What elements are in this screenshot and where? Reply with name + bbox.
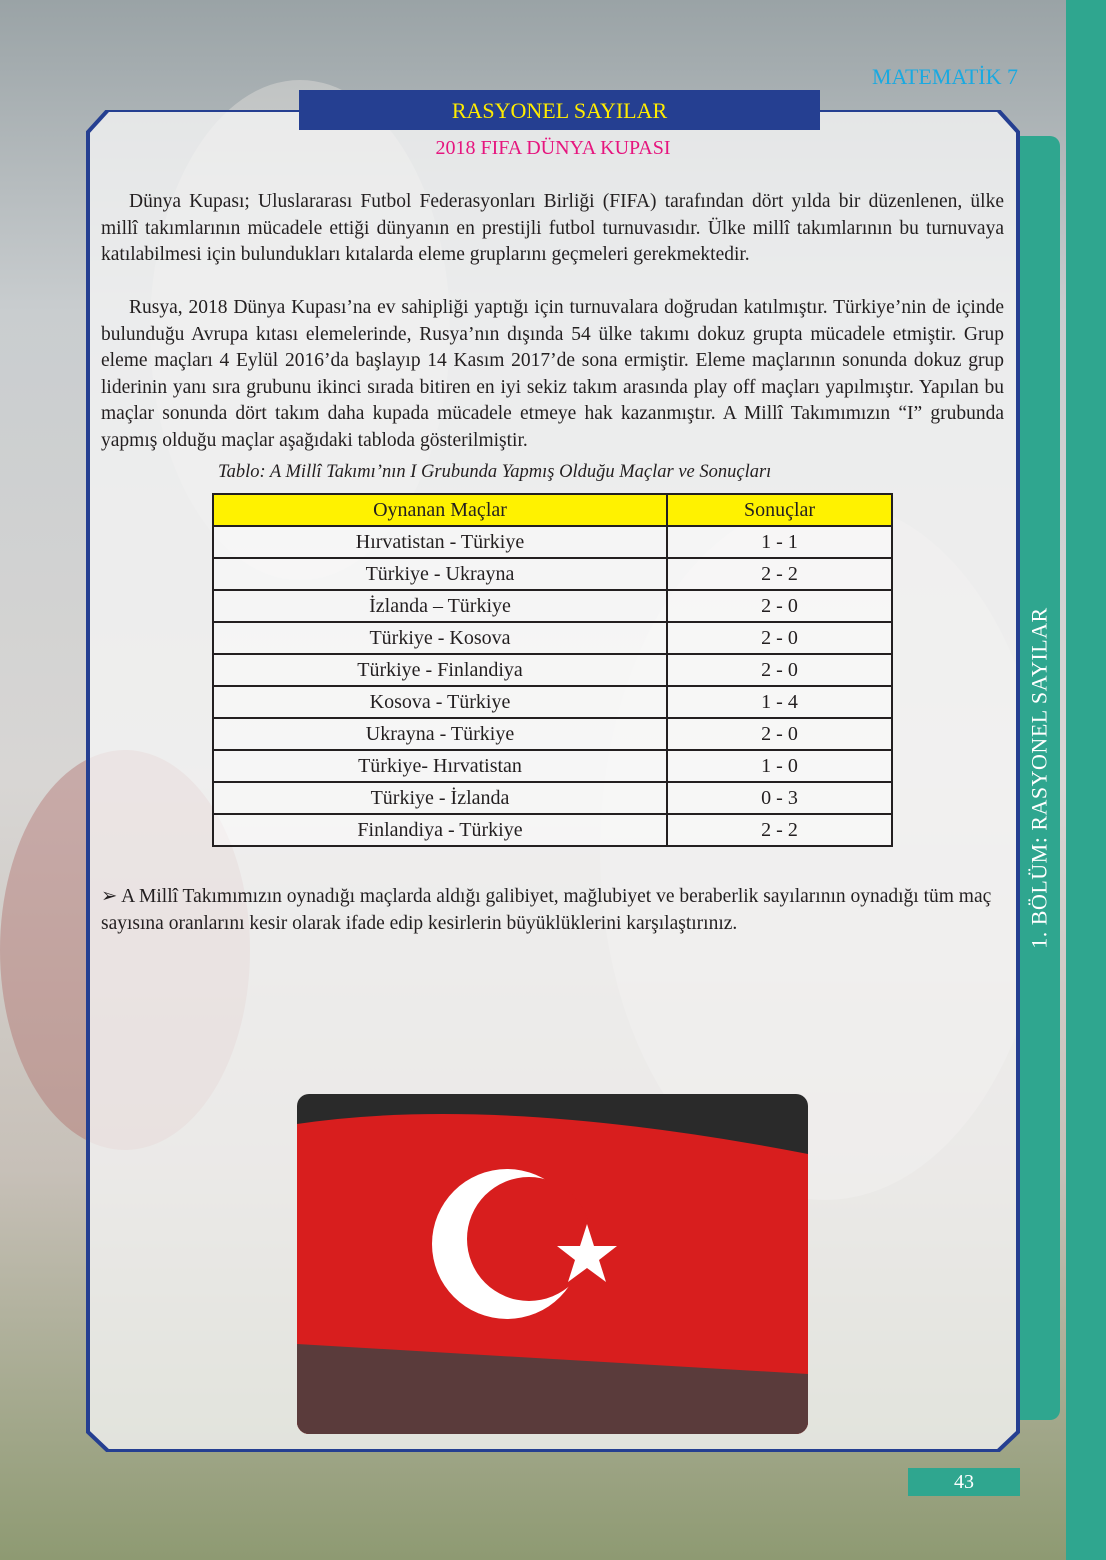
table-row [213, 686, 892, 718]
chapter-tab-label: 1. BÖLÜM: RASYONEL SAYILAR [1027, 607, 1052, 949]
table-caption: Tablo: A Millî Takımı’nın I Grubunda Yapmış Olduğu Maçlar ve Sonuçları [218, 462, 772, 482]
table-row [213, 558, 892, 590]
page-number: 43 [908, 1468, 1020, 1496]
side-strip [1066, 0, 1106, 1560]
header-matches: Oynanan Maçlar [213, 494, 667, 526]
result-cell: 1 - 4 [667, 686, 892, 718]
match-cell: Türkiye- Hırvatistan [213, 750, 667, 782]
result-cell: 1 - 0 [667, 750, 892, 782]
results-table [212, 493, 893, 847]
result-cell: 2 - 2 [667, 558, 892, 590]
table-row [213, 590, 892, 622]
subject-label: MATEMATİK 7 [871, 64, 1018, 89]
table-row [213, 750, 892, 782]
match-cell: Türkiye - Finlandiya [213, 654, 667, 686]
result-cell: 2 - 2 [667, 814, 892, 846]
result-cell: 0 - 3 [667, 782, 892, 814]
result-cell: 2 - 0 [667, 718, 892, 750]
match-cell: Türkiye - İzlanda [213, 782, 667, 814]
result-cell: 2 - 0 [667, 654, 892, 686]
paragraph: Dünya Kupası; Uluslararası Futbol Federasyonları Birliği (FIFA) tarafından dört yılda bir düzenlenen, ülke millî takımlarının mücadele ettiği dünyanın en prestijli futbol turnuvasıdır. Ülke millî takımlarının bu turnuvaya katılabilmesi için bulundukları kıtalarda eleme gruplarını geçmeleri gerekmektedir. [101, 191, 1004, 265]
match-cell: Ukrayna - Türkiye [213, 718, 667, 750]
result-cell: 2 - 0 [667, 590, 892, 622]
table-row [213, 718, 892, 750]
table-row [213, 622, 892, 654]
question: ➢ A Millî Takımımızın oynadığı maçlarda aldığı galibiyet, mağlubiyet ve beraberlik sayılarının oynadığı tüm maç sayısına oranlarını kesir olarak ifade edip kesirlerin büyüklüklerini karşılaştırınız. [101, 886, 992, 934]
table-row [213, 526, 892, 558]
match-cell: Türkiye - Kosova [213, 622, 667, 654]
table-row [213, 814, 892, 846]
section-title: RASYONEL SAYILAR [299, 90, 820, 130]
result-cell: 1 - 1 [667, 526, 892, 558]
match-cell: Finlandiya - Türkiye [213, 814, 667, 846]
header-results: Sonuçlar [667, 494, 892, 526]
match-cell: Kosova - Türkiye [213, 686, 667, 718]
result-cell: 2 - 0 [667, 622, 892, 654]
match-cell: İzlanda – Türkiye [213, 590, 667, 622]
table-row [213, 654, 892, 686]
table-row [213, 782, 892, 814]
turkish-flag-photo [297, 1094, 808, 1434]
match-cell: Türkiye - Ukrayna [213, 558, 667, 590]
paragraph: Rusya, 2018 Dünya Kupası’na ev sahipliği yaptığı için turnuvalara doğrudan katılmıştır. Türkiye’nin de içinde bulunduğu Avrupa kıtası elemelerinde, Rusya’nın dışında 54 ülke takımı dokuz grupta mücadele etmiştir. Grup eleme maçları 4 Eylül 2016’da başlayıp 14 Kasım 2017’de sona ermiştir. Eleme maçlarının sonunda dokuz grup liderinin yanı sıra grubunu ikinci sırada bitiren en iyi sekiz takım arasında play off maçları yapılmıştır. Yapılan bu maçlar sonunda dört takım daha kupada mücadele etmeye hak kazanmıştır. A Millî Takımımızın “I” grubunda yapmış olduğu maçlar aşağıdaki tabloda gösterilmiştir. [101, 297, 1004, 451]
match-cell: Hırvatistan - Türkiye [213, 526, 667, 558]
page-subtitle: 2018 FIFA DÜNYA KUPASI [435, 137, 671, 159]
